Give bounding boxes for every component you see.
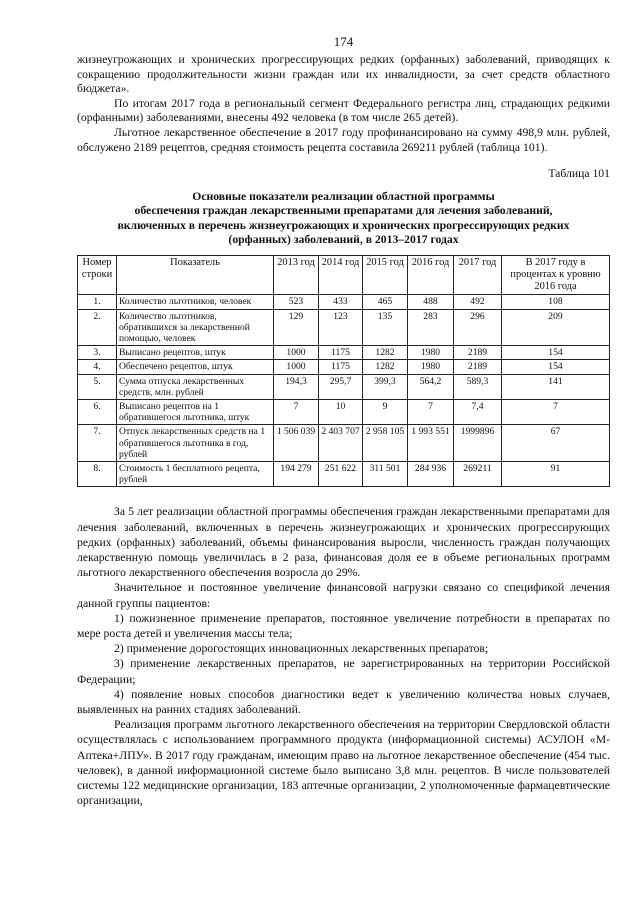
- value-2014-cell: 123: [319, 309, 363, 346]
- row-number-cell: 3.: [78, 346, 117, 360]
- row-number-cell: 1.: [78, 295, 117, 309]
- header-cell-percent: В 2017 году в процентах к уровню 2016 года: [502, 256, 610, 295]
- value-2016-cell: 7: [408, 400, 454, 425]
- table-title-line: Основные показатели реализации областной программы: [192, 189, 495, 203]
- table-header-row: [78, 256, 610, 295]
- value-2015-cell: 399,3: [363, 374, 408, 399]
- header-cell-2014: 2014 год: [319, 256, 363, 295]
- body-paragraph-3: Реализация программ льготного лекарственного обеспечения на территории Свердловской области осуществлялась с использованием программного продукта (информационной системы) АСУЛОН «М-Аптека+ЛПУ». В 2017 году гражданам, имеющим право на льготное лекарственное обеспечение (454 тыс. человек), в данной информационной системе было выписано 3,8 млн. рецептов. В числе пользователей системы 122 медицинские организации, 183 аптечные организации, 2 уполномоченные фармацевтические организации,: [77, 718, 610, 808]
- value-2016-cell: 564,2: [408, 374, 454, 399]
- value-2016-cell: 1 993 551: [408, 425, 454, 462]
- table-title-line: (орфанных) заболеваний, в 2013–2017 годах: [228, 232, 459, 246]
- row-number-cell: 8.: [78, 462, 117, 487]
- value-2015-cell: 2 958 105: [363, 425, 408, 462]
- percent-cell: 108: [502, 295, 610, 309]
- table-title-line: обеспечения граждан лекарственными препаратами для лечения заболеваний,: [134, 204, 553, 218]
- value-2017-cell: 7,4: [454, 400, 502, 425]
- list-item-4: 4) появление новых способов диагностики ведет к увеличению количества новых случаев, выявленных на ранних стадиях заболеваний.: [77, 687, 610, 717]
- header-cell-2016: 2016 год: [408, 256, 454, 295]
- body-paragraph-1: За 5 лет реализации областной программы обеспечения граждан лекарственными препаратами для лечения заболеваний, включенных в перечень жизнеугрожающих и хронических прогрессирующих редких (орфанных) заболеваний, объемы финансирования выросли, численность граждан получающих лекарственную помощь увеличилась в 2 раза, финансовая доля ее в объеме региональных программ льготного лекарственного обеспечения возросла до 29%.: [77, 505, 610, 580]
- table-row: [78, 360, 610, 374]
- percent-cell: 154: [502, 346, 610, 360]
- header-cell-2013: 2013 год: [274, 256, 319, 295]
- indicator-cell: Обеспечено рецептов, штук: [117, 360, 274, 374]
- row-number-cell: 7.: [78, 425, 117, 462]
- list-item-2: 2) применение дорогостоящих инновационных лекарственных препаратов;: [114, 642, 489, 656]
- indicator-cell: Количество льготников, человек: [117, 295, 274, 309]
- indicator-cell: Выписано рецептов, штук: [117, 346, 274, 360]
- value-2017-cell: 296: [454, 309, 502, 346]
- value-2016-cell: 1980: [408, 360, 454, 374]
- value-2016-cell: 284 936: [408, 462, 454, 487]
- table-row: [78, 295, 610, 309]
- intro-paragraph-1: жизнеугрожающих и хронических прогрессирующих редких (орфанных) заболеваний, приводящих к сокращению продолжительности жизни граждан или их инвалидности, за счет средств областного бюджета».: [77, 53, 610, 96]
- value-2015-cell: 135: [363, 309, 408, 346]
- percent-cell: 91: [502, 462, 610, 487]
- header-cell-2017: 2017 год: [454, 256, 502, 295]
- value-2016-cell: 1980: [408, 346, 454, 360]
- percent-cell: 141: [502, 374, 610, 399]
- indicators-table: [77, 255, 610, 487]
- value-2015-cell: 9: [363, 400, 408, 425]
- table-row: [78, 374, 610, 399]
- row-number-cell: 2.: [78, 309, 117, 346]
- value-2016-cell: 283: [408, 309, 454, 346]
- value-2015-cell: 465: [363, 295, 408, 309]
- table-title-line: включенных в перечень жизнеугрожающих и хронических прогрессирующих редких: [117, 218, 570, 232]
- row-number-cell: 4.: [78, 360, 117, 374]
- value-2014-cell: 295,7: [319, 374, 363, 399]
- value-2015-cell: 311 501: [363, 462, 408, 487]
- value-2014-cell: 1175: [319, 346, 363, 360]
- value-2013-cell: 129: [274, 309, 319, 346]
- value-2014-cell: 10: [319, 400, 363, 425]
- table-row: [78, 425, 610, 462]
- table-title: [77, 190, 610, 248]
- intro-paragraph-3: Льготное лекарственное обеспечение в 2017 году профинансировано на сумму 498,9 млн. рублей, обслужено 2189 рецептов, средняя стоимость рецепта составила 269211 рублей (таблица 101).: [77, 125, 610, 154]
- value-2015-cell: 1282: [363, 346, 408, 360]
- value-2014-cell: 1175: [319, 360, 363, 374]
- table-row: [78, 462, 610, 487]
- indicator-cell: Выписано рецептов на 1 обратившегося льготника, штук: [117, 400, 274, 425]
- value-2014-cell: 251 622: [319, 462, 363, 487]
- header-cell-indicator: Показатель: [117, 256, 274, 295]
- value-2013-cell: 1000: [274, 346, 319, 360]
- percent-cell: 7: [502, 400, 610, 425]
- table-row: [78, 400, 610, 425]
- row-number-cell: 5.: [78, 374, 117, 399]
- list-item-1: 1) пожизненное применение препаратов, постоянное увеличение потребности в препаратах по мере роста детей и увеличения массы тела;: [77, 611, 610, 641]
- value-2015-cell: 1282: [363, 360, 408, 374]
- value-2017-cell: 2189: [454, 360, 502, 374]
- body-text: [77, 504, 610, 808]
- indicator-cell: Количество льготников, обратившихся за лекарственной помощью, человек: [117, 309, 274, 346]
- value-2013-cell: 7: [274, 400, 319, 425]
- percent-cell: 154: [502, 360, 610, 374]
- table-row: [78, 346, 610, 360]
- value-2017-cell: 1999896: [454, 425, 502, 462]
- indicator-cell: Стоимость 1 бесплатного рецепта, рублей: [117, 462, 274, 487]
- value-2013-cell: 1 506 039: [274, 425, 319, 462]
- table-row: [78, 309, 610, 346]
- value-2017-cell: 492: [454, 295, 502, 309]
- percent-cell: 209: [502, 309, 610, 346]
- indicator-cell: Отпуск лекарственных средств на 1 обратившегося льготника в год, рублей: [117, 425, 274, 462]
- percent-cell: 67: [502, 425, 610, 462]
- intro-paragraph-2: По итогам 2017 года в региональный сегмент Федерального регистра лиц, страдающих редкими (орфанными) заболеваниями, внесены 492 человека (в том числе 265 детей).: [77, 96, 610, 125]
- row-number-cell: 6.: [78, 400, 117, 425]
- list-item-3: 3) применение лекарственных препаратов, не зарегистрированных на территории Российской Федерации;: [77, 657, 610, 686]
- value-2017-cell: 2189: [454, 346, 502, 360]
- value-2013-cell: 523: [274, 295, 319, 309]
- header-cell-2015: 2015 год: [363, 256, 408, 295]
- body-paragraph-2: Значительное и постоянное увеличение финансовой нагрузки связано со спецификой лечения данной группы пациентов:: [77, 581, 610, 610]
- page-number: 174: [333, 34, 354, 49]
- value-2013-cell: 1000: [274, 360, 319, 374]
- indicator-cell: Сумма отпуска лекарственных средств, млн. рублей: [117, 374, 274, 399]
- value-2017-cell: 589,3: [454, 374, 502, 399]
- value-2014-cell: 2 403 707: [319, 425, 363, 462]
- value-2016-cell: 488: [408, 295, 454, 309]
- header-cell-row-number: Номер строки: [78, 256, 117, 295]
- value-2013-cell: 194 279: [274, 462, 319, 487]
- value-2013-cell: 194,3: [274, 374, 319, 399]
- value-2017-cell: 269211: [454, 462, 502, 487]
- table-label: Таблица 101: [548, 167, 610, 181]
- value-2014-cell: 433: [319, 295, 363, 309]
